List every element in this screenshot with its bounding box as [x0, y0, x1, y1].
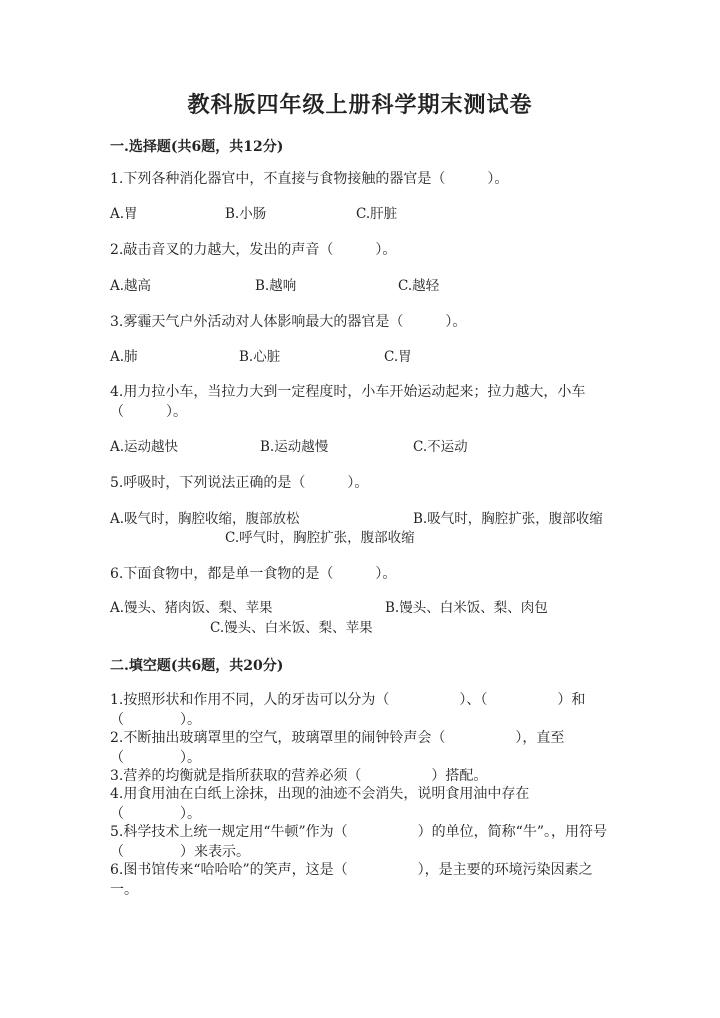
- option-b[interactable]: B.心脏: [239, 349, 281, 365]
- fill-question-1: 1.按照形状和作用不同，人的牙齿可以分为（ ）、（ ）和（ ）。: [110, 692, 586, 728]
- fill-question-5: 5.科学技术上统一规定用“牛顿”作为（ ）的单位，简称“牛”。，用符号（ ）来表示。: [110, 824, 607, 860]
- fill-question-3: 3.营养的均衡就是指所获取的营养必须（ ）搭配。: [110, 768, 488, 784]
- option-c[interactable]: C.越轻: [398, 278, 440, 294]
- question-6: 6.下面食物中，都是单一食物的是（ ）。: [110, 566, 397, 582]
- fill-question-2: 2.不断抽出玻璃罩里的空气，玻璃罩里的闹钟铃声会（ ），直至（ ）。: [110, 730, 565, 766]
- option-a[interactable]: A.越高: [110, 278, 152, 294]
- section-heading-choice: 一.选择题(共6题，共12分): [110, 139, 284, 155]
- option-b[interactable]: B.运动越慢: [260, 439, 329, 455]
- option-b[interactable]: B.馒头、白米饭、梨、肉包: [385, 600, 548, 616]
- option-b[interactable]: B.吸气时，胸腔扩张，腹部收缩: [413, 511, 603, 527]
- option-b[interactable]: B.小肠: [225, 206, 267, 222]
- option-c[interactable]: C.呼气时，胸腔扩张，腹部收缩: [225, 530, 415, 546]
- option-a[interactable]: A.吸气时，胸腔收缩，腹部放松: [110, 511, 300, 527]
- option-b[interactable]: B.越响: [255, 278, 297, 294]
- option-a[interactable]: A.馒头、猪肉饭、梨、苹果: [110, 600, 273, 616]
- option-c[interactable]: C.胃: [384, 349, 412, 365]
- option-c[interactable]: C.馒头、白米饭、梨、苹果: [210, 620, 373, 636]
- question-3: 3.雾霾天气户外活动对人体影响最大的器官是（ ）。: [110, 314, 467, 330]
- option-c[interactable]: C.不运动: [413, 439, 468, 455]
- question-5: 5.呼吸时，下列说法正确的是（ ）。: [110, 475, 369, 491]
- question-2: 2.敲击音叉的力越大，发出的声音（ ）。: [110, 242, 397, 258]
- option-a[interactable]: A.胃: [110, 206, 138, 222]
- question-4: 4.用力拉小车，当拉力大到一定程度时，小车开始运动起来；拉力越大，小车（ ）。: [110, 384, 586, 420]
- option-a[interactable]: A.运动越快: [110, 439, 179, 455]
- fill-question-6: 6.图书馆传来“哈哈哈”的笑声，这是（ ），是主要的环境污染因素之一。: [110, 862, 593, 898]
- option-a[interactable]: A.肺: [110, 349, 138, 365]
- question-1: 1.下列各种消化器官中，不直接与食物接触的器官是（ ）。: [110, 171, 509, 187]
- fill-question-4: 4.用食用油在白纸上涂抹，出现的油迹不会消失，说明食用油中存在（ ）。: [110, 786, 530, 822]
- section-heading-fill: 二.填空题(共6题，共20分): [110, 658, 284, 674]
- page-title: 教科版四年级上册科学期末测试卷: [187, 92, 533, 118]
- option-c[interactable]: C.肝脏: [356, 206, 398, 222]
